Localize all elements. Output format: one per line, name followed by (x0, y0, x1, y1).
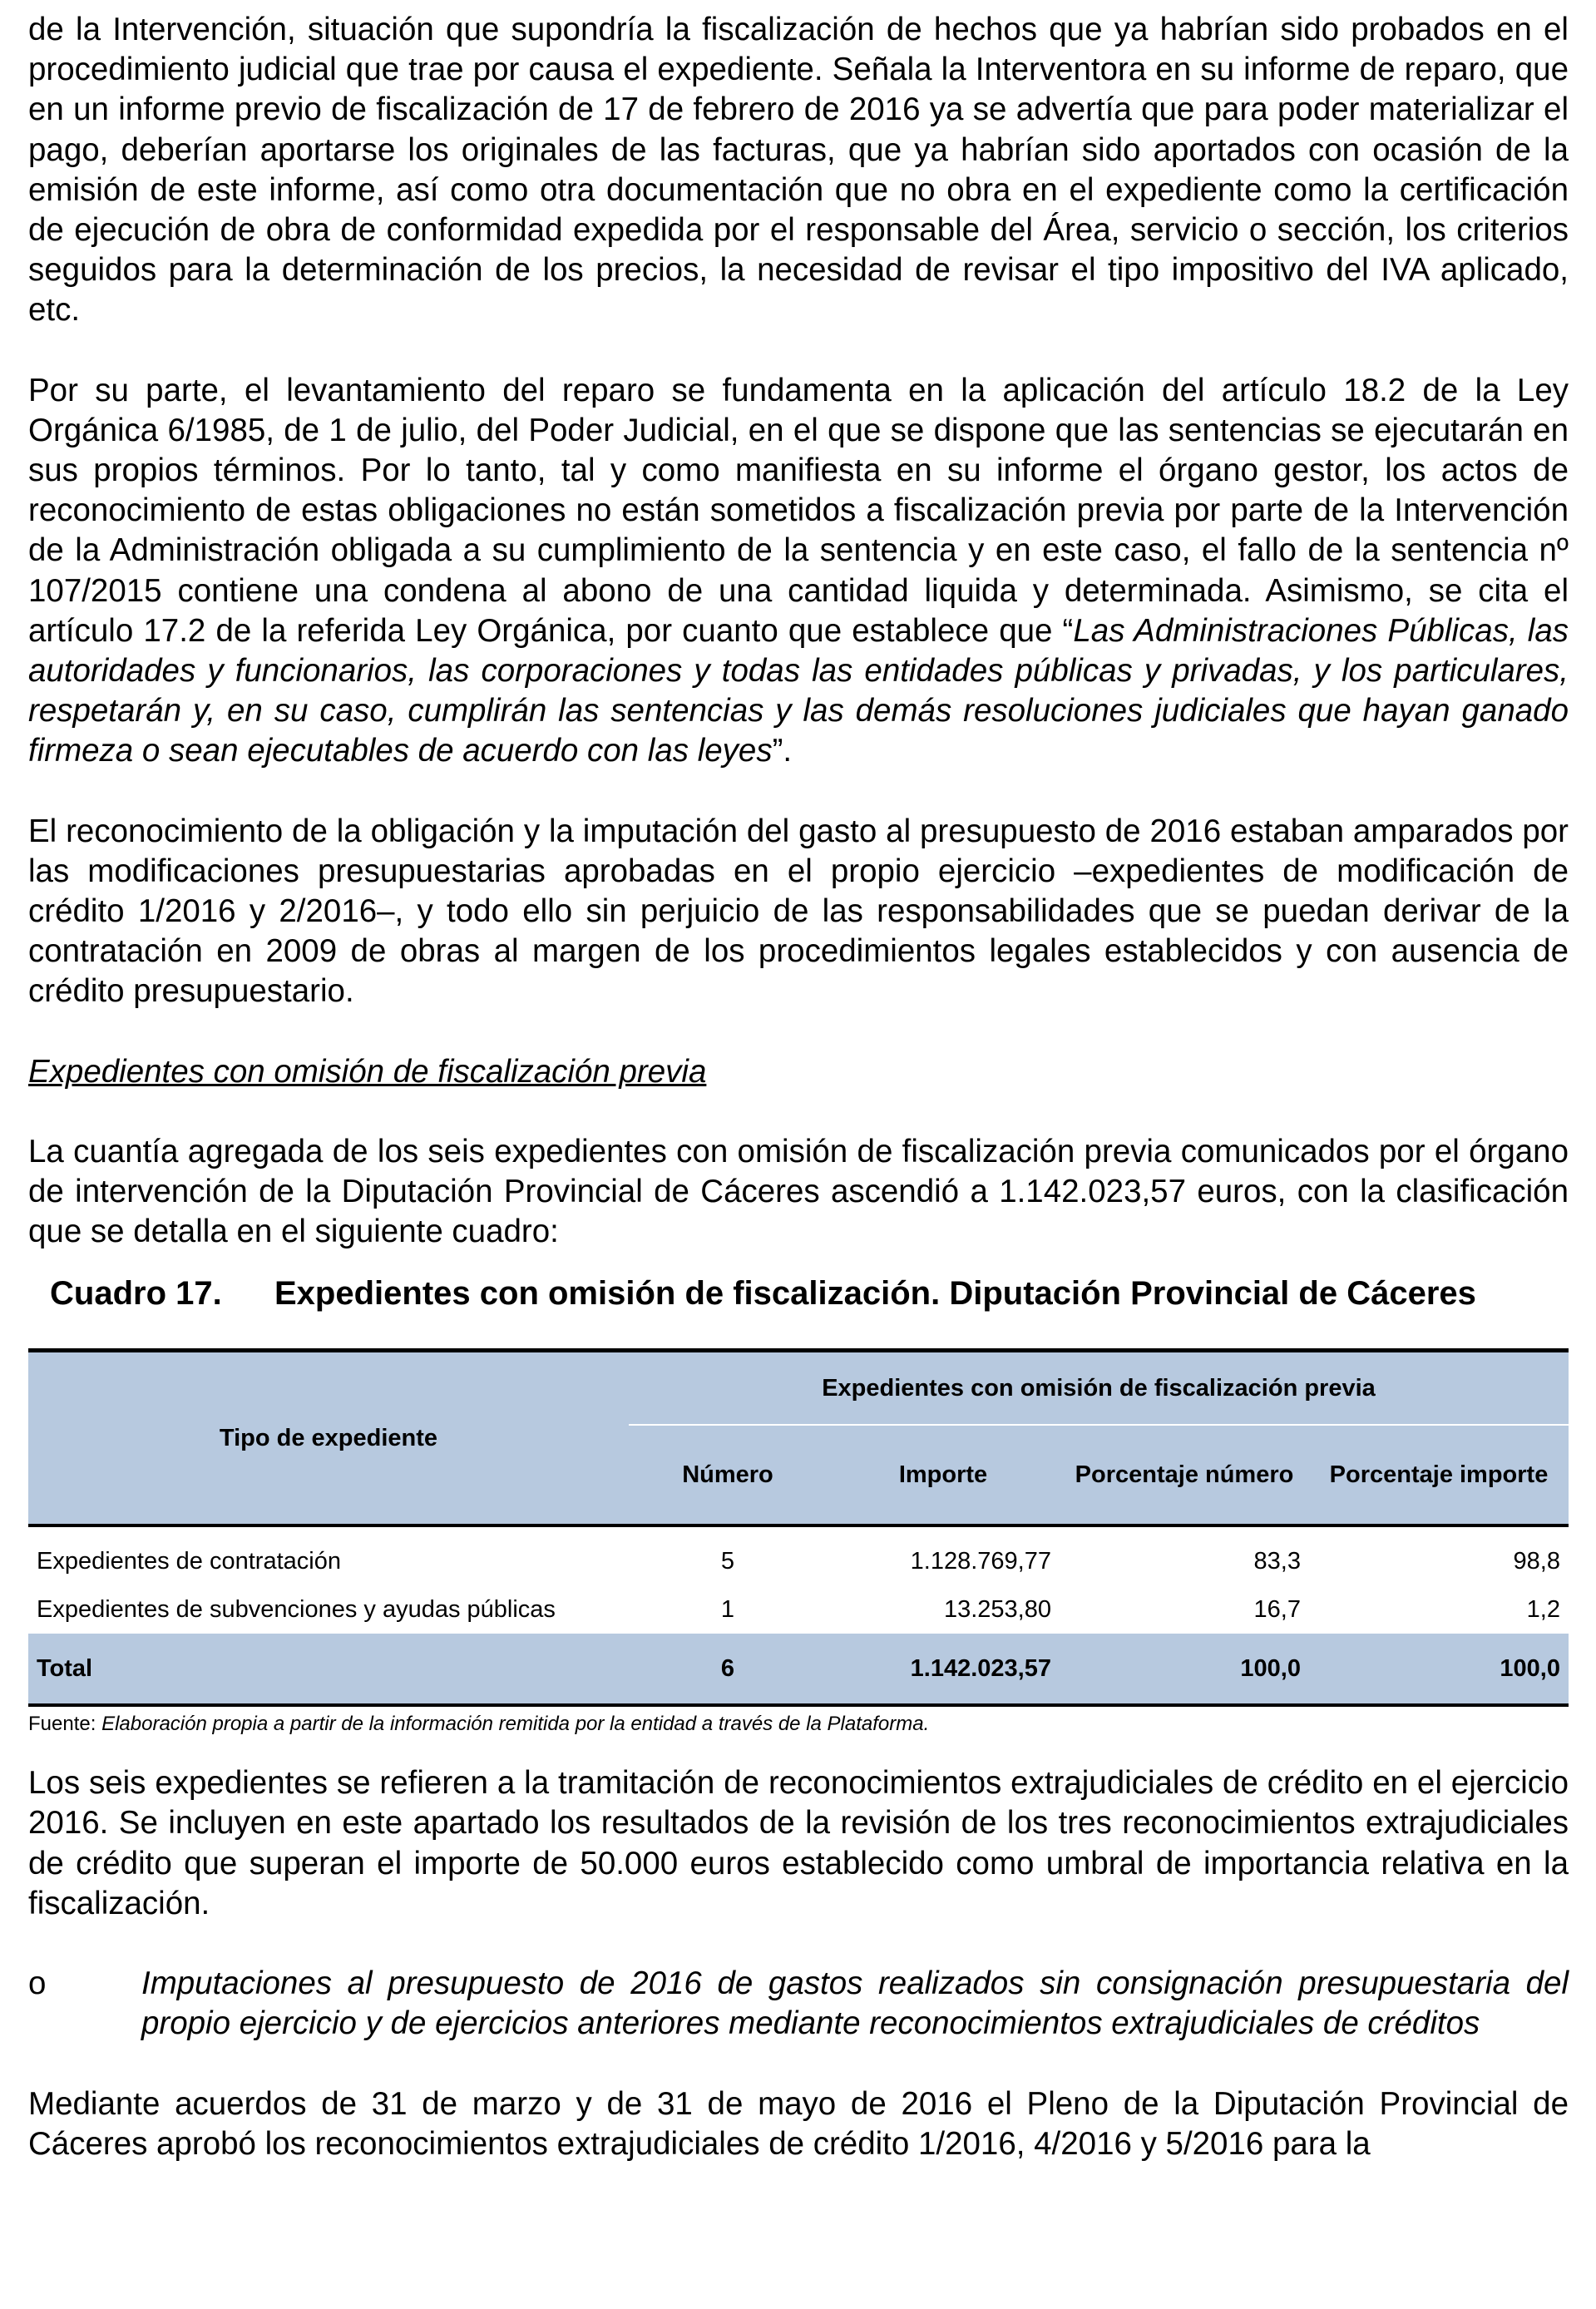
paragraph-reconocimiento: El reconocimiento de la obligación y la imputación del gasto al presupuesto de 2016 estaban amparados por las modificaciones presupuestarias aprobadas en el propio ejercicio –expedientes de modificación de crédito 1/2016 y 2/2016–, y todo ello sin perjuicio de las responsabilidades que se puedan derivar de la contratación en 2009 de obras al margen de los procedimientos legales establecidos y con ausencia de crédito presupuestario. (28, 813, 1569, 1010)
quote-close: ”. (772, 733, 793, 769)
header-importe: Importe (827, 1425, 1060, 1525)
cell-tipo: Expedientes de subvenciones y ayudas públicas (37, 1595, 556, 1623)
cell-importe: 1.142.023,57 (827, 1634, 1060, 1705)
table-row (28, 1525, 1569, 1585)
bullet-text: Imputaciones al presupuesto de 2016 de gastos realizados sin consignación presupuestaria del propio ejercicio y de ejercicios anteriores mediante reconocimientos extrajudiciales de créditos (141, 1965, 1569, 2042)
bullet-item (28, 1964, 1569, 2044)
table-source (28, 1710, 1569, 1738)
cell-pct-numero: 83,3 (1253, 1547, 1301, 1575)
paragraph-acuerdos: Mediante acuerdos de 31 de marzo y de 31 de mayo de 2016 el Pleno de la Diputación Provincial de Cáceres aprobó los reconocimientos extrajudiciales de crédito 1/2016, 4/2016 y 5/2016 para la (28, 2085, 1569, 2162)
table-row (28, 1585, 1569, 1634)
source-text: Elaboración propia a partir de la información remitida por la entidad a través de la Plataforma. (101, 1713, 930, 1736)
paragraph-cuantia: La cuantía agregada de los seis expedientes con omisión de fiscalización previa comunicados por el órgano de intervención de la Diputación Provincial de Cáceres ascendió a 1.142.023,57 euros, con la clasificación que se detalla en el siguiente cuadro: (28, 1133, 1569, 1250)
cell-tipo: Expedientes de contratación (37, 1547, 341, 1575)
cell-pct-numero: 16,7 (1253, 1595, 1301, 1623)
cell-importe: 13.253,80 (943, 1595, 1051, 1623)
paragraph-intervencion: de la Intervención, situación que supondría la fiscalización de hechos que ya habrían sido probados en el procedimiento judicial que trae por causa el expediente. Señala la Interventora en su informe de reparo, que en un informe previo de fiscalización de 17 de febrero de 2016 ya se advertía que para poder materializar el pago, deberían aportarse los originales de las facturas, que ya habrían sido aportados con ocasión de la emisión de este informe, así como otra documentación que no obra en el expediente como la certificación de ejecución de obra de conformidad expedida por el responsable del Área, servicio o sección, los criterios seguidos para la determinación de los precios, la necesidad de revisar el tipo impositivo del IVA aplicado, etc. (28, 12, 1569, 329)
source-label: Fuente: (28, 1713, 102, 1736)
cell-pct-importe: 1,2 (1526, 1595, 1560, 1623)
document-page (28, 10, 1569, 2164)
cell-pct-numero: 100,0 (1060, 1634, 1309, 1705)
cell-numero: 1 (720, 1595, 735, 1623)
cell-pct-importe: 100,0 (1309, 1634, 1569, 1705)
header-group: Expedientes con omisión de fiscalización previa (629, 1351, 1569, 1426)
cell-tipo: Total (28, 1634, 629, 1705)
table-total-row (28, 1634, 1569, 1705)
header-tipo: Tipo de expediente (28, 1351, 629, 1526)
caption-title: Expedientes con omisión de fiscalización. Diputación Provincial de Cáceres (274, 1275, 1476, 1313)
caption-number: Cuadro 17. (50, 1275, 222, 1313)
cell-numero: 6 (629, 1634, 827, 1705)
cell-importe: 1.128.769,77 (910, 1547, 1051, 1575)
cell-pct-importe: 98,8 (1513, 1547, 1560, 1575)
section-subheading: Expedientes con omisión de fiscalización previa (28, 1053, 707, 1090)
header-porcentaje-importe: Porcentaje importe (1309, 1425, 1569, 1525)
quoted-law-text: Las Administraciones Públicas, las autoridades y funcionarios, las corporaciones y todas las entidades públicas y privadas, y los particulares, respetarán y, en su caso, cumplirán las sentencias y las demás resoluciones judiciales que hayan ganado firmeza o sean ejecutables de acuerdo con las leyes (28, 612, 1569, 769)
header-numero: Número (629, 1425, 827, 1525)
cell-numero: 5 (720, 1547, 735, 1575)
bullet-mark: o (28, 1965, 47, 2002)
header-porcentaje-numero: Porcentaje número (1060, 1425, 1309, 1525)
paragraph-text: Por su parte, el levantamiento del reparo se fundamenta en la aplicación del artículo 18.2 de la Ley Orgánica 6/1985, de 1 de julio, del Poder Judicial, en el que se dispone que las sentencias se ejecutarán en sus propios términos. Por lo tanto, tal y como manifiesta en su informe el órgano gestor, los actos de reconocimiento de estas obligaciones no están sometidos a fiscalización previa por parte de la Intervención de la Administración obligada a su cumplimiento de la sentencia y en este caso, el fallo de la sentencia nº 107/2015 contiene una condena al abono de una cantidad liquida y determinada. Asimismo, se cita el artículo 17.2 de la referida Ley Orgánica, por cuanto que establece que “ (28, 372, 1569, 649)
omission-table (28, 1348, 1569, 1707)
paragraph-levantamiento-reparo (28, 371, 1569, 772)
table-caption (50, 1273, 1569, 1313)
paragraph-seis-expedientes: Los seis expedientes se refieren a la tramitación de reconocimientos extrajudiciales de crédito en el ejercicio 2016. Se incluyen en este apartado los resultados de la revisión de los tres reconocimientos extrajudiciales de crédito que superan el importe de 50.000 euros establecido como umbral de importancia relativa en la fiscalización. (28, 1765, 1569, 1921)
